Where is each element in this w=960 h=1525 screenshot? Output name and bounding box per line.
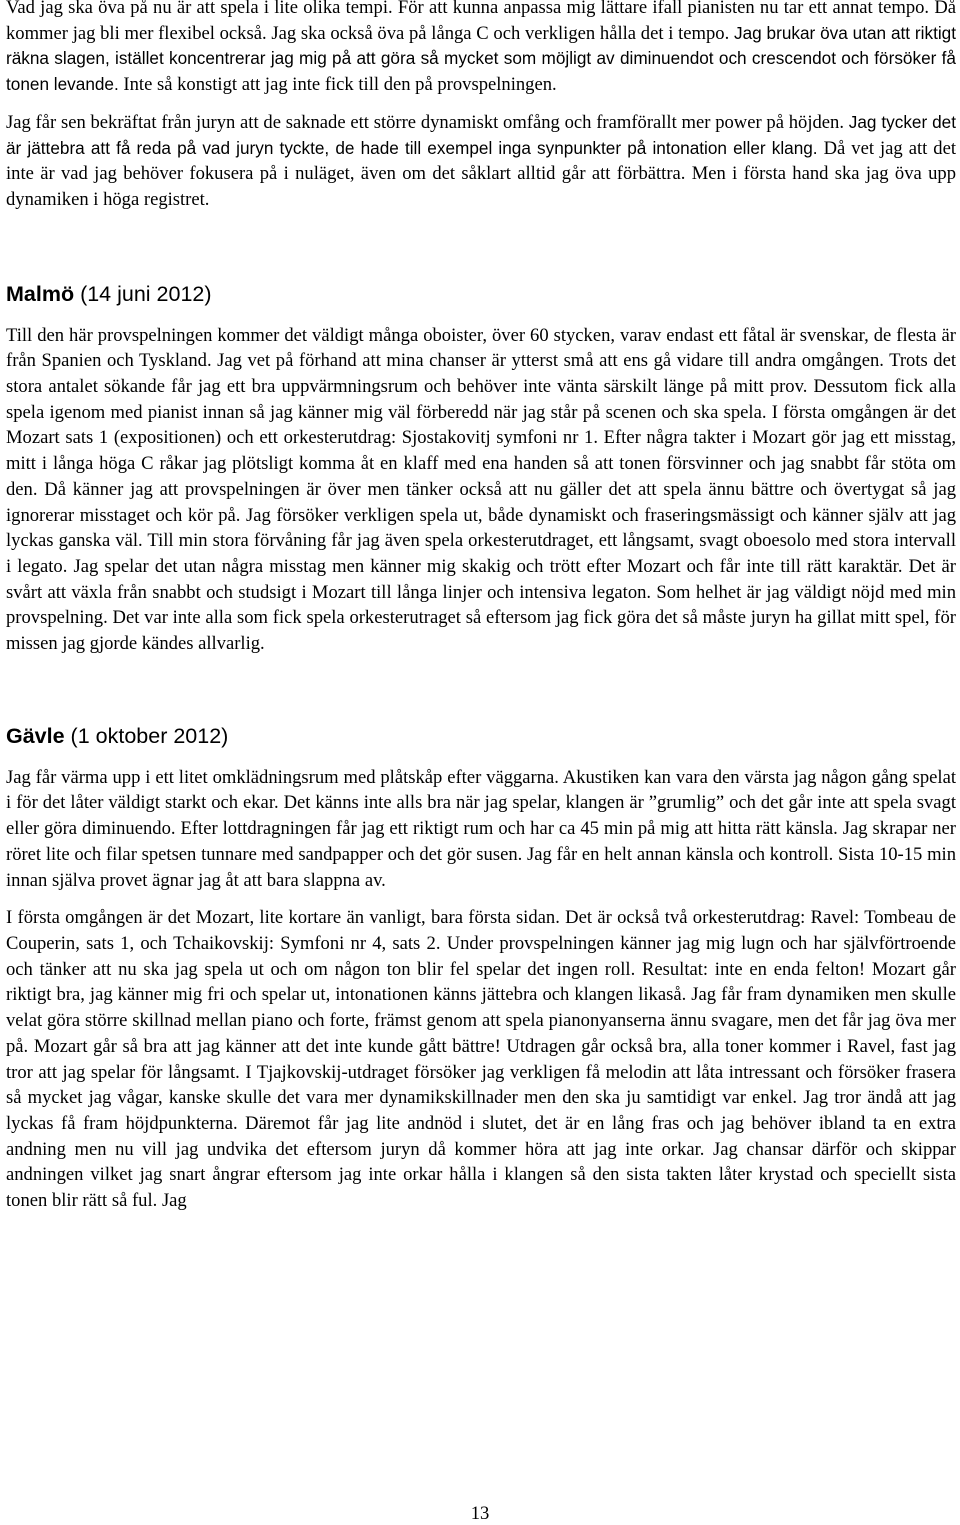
paragraph [6, 0, 956, 98]
paragraph [6, 323, 956, 657]
paragraph [6, 765, 956, 894]
page-number: 13 [470, 1503, 490, 1524]
text-run: Jag får sen bekräftat från juryn att de saknade ett större dynamiskt omfång och framförallt mer power på höjden. [6, 111, 849, 133]
text-run: Då vet jag att det inte är vad jag behöver fokusera på i nuläget, även om det såklart alltid går att förbättra. Men i första hand ska jag öva upp dynamiken i höga registret. [6, 137, 957, 210]
heading-date: (14 juni 2012) [74, 281, 212, 306]
heading-place: Malmö [6, 281, 75, 306]
text-run: Vad jag ska öva på nu är att spela i lite olika tempi. För att kunna anpassa mig lättare ifall pianisten nu tar ett annat tempo. Då kommer jag bli mer flexibel också. Jag ska också öva på långa C och verkligen hålla det i tempo. [6, 0, 956, 44]
paragraph [6, 110, 956, 213]
section-heading-gavle [6, 722, 956, 750]
text-run: Jag brukar öva utan att riktigt räkna slagen, istället koncentrerar jag mig på att göra så mycket som möjligt av diminuendot och crescendot och försöker få tonen levande. [6, 22, 956, 95]
text-run: Jag får värma upp i ett litet omklädningsrum med plåtskåp efter väggarna. Akustiken kan vara den värsta jag någon gång spelat i för det låter väldigt starkt och ekar. Det känns inte alls bra när jag spelar, klangen är ”grumlig” och det går inte att spela svagt eller göra diminuendo. Efter lottdragningen får jag ett riktigt rum och har ca 45 min på mig att hitta rätt känsla. Jag skrapar ner röret lite och filar spetsen tunnare med sandpapper och det gör susen. Jag får en helt annan känsla och kontroll. Sista 10-15 min innan själva provet ägnar jag åt att bara slappna av. [6, 766, 956, 891]
text-run: I första omgången är det Mozart, lite kortare än vanligt, bara första sidan. Det är också två orkesterutdrag: Ravel: Tombeau de Couperin, sats 1, och Tchaikovskij: Symfoni nr 4, sats 2. Under provspelningen känner jag mig lugn och har självförtroende och tänker att nu ska jag spela ut och om någon ton blir fel spelar det ingen roll. Resultat: inte en enda felton! Mozart går riktigt bra, jag känner mig fri och spelar ut, intonationen känns jättebra och klangen likaså. Jag får fram dynamiken men skulle velat göra större skillnad mellan piano och forte, främst genom att spela pianonyanserna ännu svagare, men det får jag öva mer på. Mozart går så bra att jag känner att det inte kunde gått bättre! Utdragen går också bra, alla toner kommer i Ravel, fast jag tror att jag spelar för långsamt. I Tjajkovskij-utdraget försöker jag verkligen få melodin att låta intressant och försöker frasera så mycket jag vågar, kanske skulle det vara mer dynamikskillnader men den ska ju samtidigt var enkel. Jag tror ändå att jag lyckas få fram höjdpunkterna. Däremot får jag lite andnöd i slutet, det är en lång fras och jag behöver ibland ta en extra andning men nu vill jag undvika det eftersom juryn då kommer höra att jag inte orkar. Jag chansar därför och skippar andningen vilket jag snart ångrar eftersom jag inte orkar hålla i klangen så den sista takten låter krystad och speciellt sista tonen blir rätt så ful. Jag [6, 907, 956, 1212]
document-page [6, 0, 956, 1214]
text-run: Till den här provspelningen kommer det väldigt många oboister, över 60 stycken, varav endast ett fåtal är svenskar, de flesta är från Spanien och Tyskland. Jag vet på förhand att mina chanser är ytterst små att ens gå vidare till andra omgången. Trots det stora antalet sökande får jag ett bra uppvärmningsrum och behöver inte vänta särskilt länge på mitt prov. Dessutom fick alla spela igenom med pianist innan så jag känner mig väl förberedd när jag står på scenen och ska spela. I första omgången är det Mozart sats 1 (expositionen) och ett orkesterutdrag: Sjostakovitj symfoni nr 1. Efter några takter i Mozart gör jag ett misstag, mitt i långa höga C råkar jag plötsligt komma åt en klaff med ena handen så att tonen försvinner och jag snabbt får stöta om den. Då känner jag att provspelningen är över men tänker också att nu gäller det att spela ännu bättre och övertygat så jag ignorerar misstaget och kör på. Jag försöker verkligen spela ut, både dynamiskt och fraseringsmässigt och känner själv att jag lyckas ganska väl. Till min stora förvåning får jag även spela orkesterutdraget, ett långsamt, svagt oboesolo med stora intervall i legato. Jag spelar det utan några misstag men känner mig skakig och trött efter Mozart och får inte till rätt karaktär. Det är svårt att växla från snabbt och studsigt i Mozart till långa linjer och intensiva legaton. Som helhet är jag väldigt nöjd med min provspelning. Det var inte alla som fick spela orkesterutraget så eftersom jag fick göra det så måste juryn ha gillat mitt spel, för missen jag gjorde kändes allvarlig. [6, 324, 956, 655]
heading-place: Gävle [6, 723, 65, 748]
section-heading-malmo [6, 280, 956, 308]
text-run: Jag tycker det är jättebra att få reda på vad juryn tyckte, de hade till exempel inga synpunkter på intonation eller klang. [6, 111, 956, 158]
text-run: Inte så konstigt att jag inte fick till den på provspelningen. [118, 74, 557, 96]
heading-date: (1 oktober 2012) [64, 723, 229, 748]
paragraph [6, 905, 956, 1213]
